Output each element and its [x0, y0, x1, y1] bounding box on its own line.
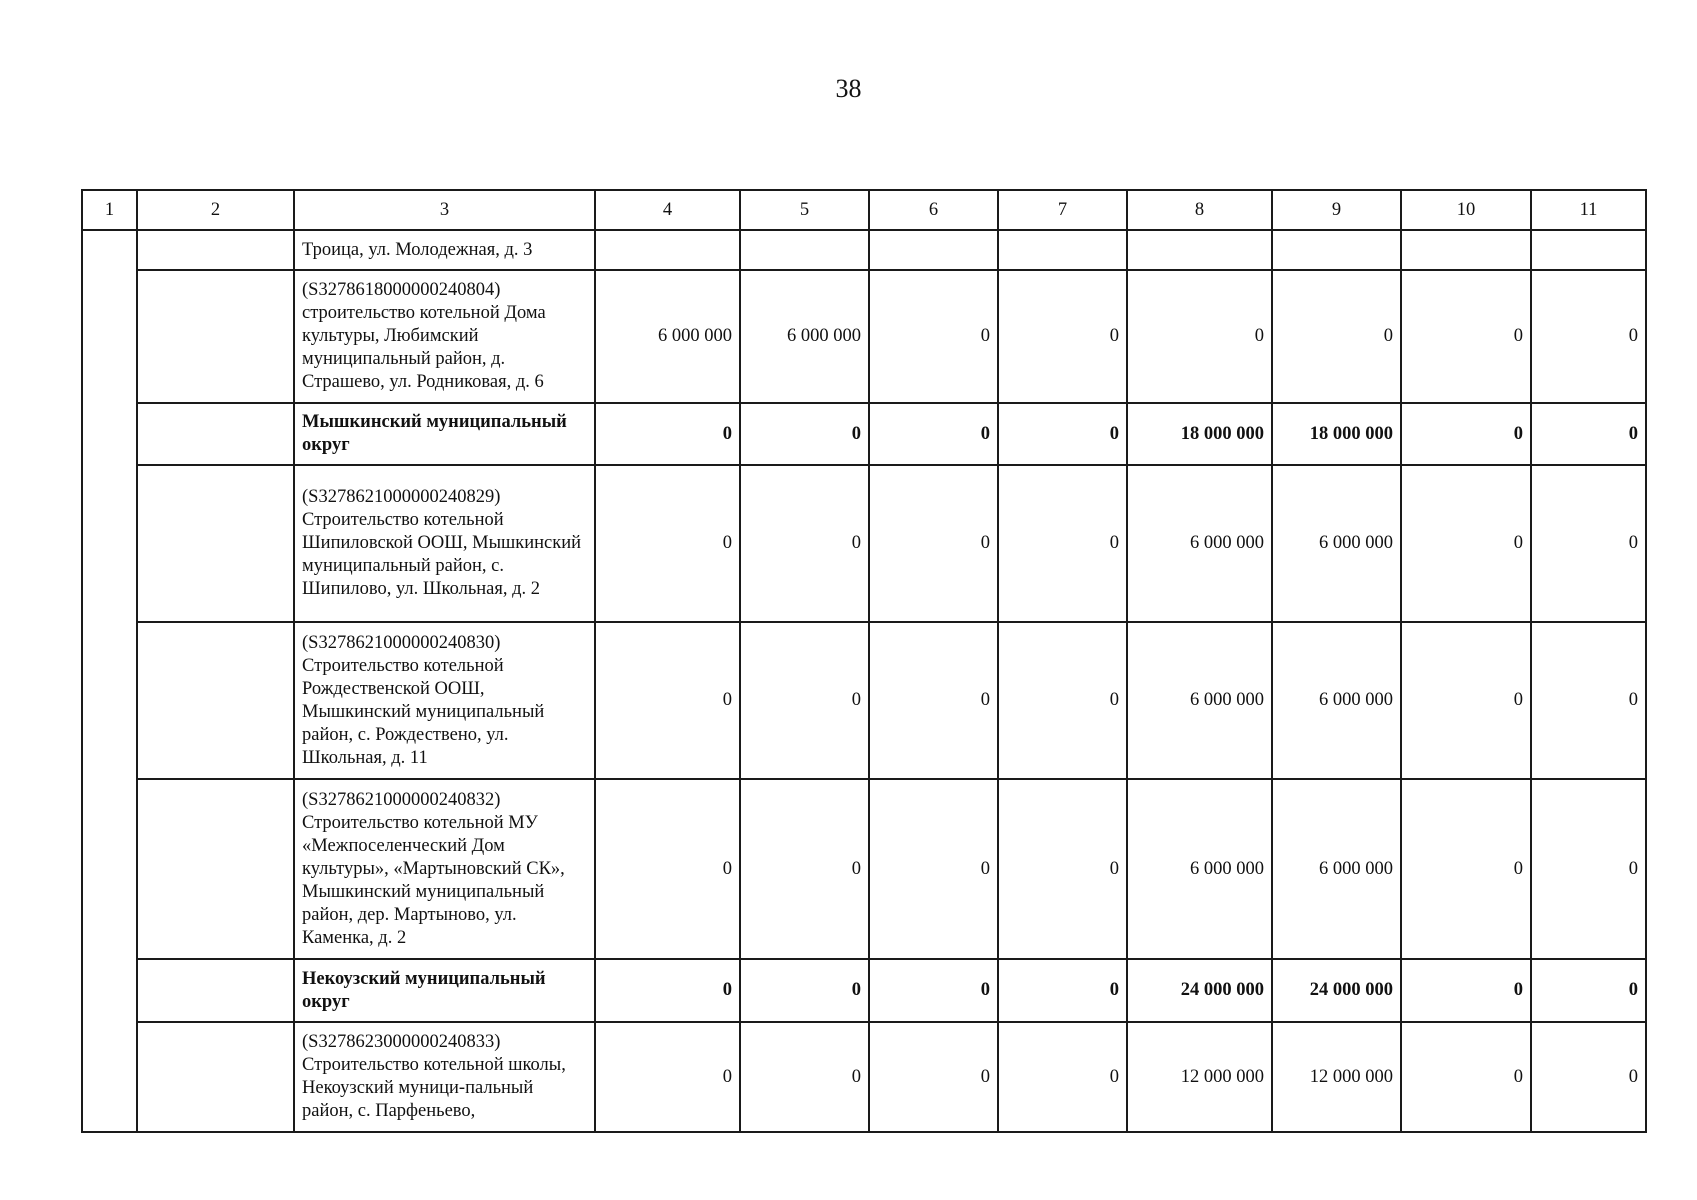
code-cell [137, 230, 294, 270]
value-cell: 0 [740, 779, 869, 959]
column-header: 2 [137, 190, 294, 230]
value-cell: 0 [1127, 270, 1272, 403]
value-cell: 0 [1401, 1022, 1531, 1132]
value-cell: 0 [1401, 465, 1531, 622]
value-cell [869, 230, 998, 270]
value-cell: 12 000 000 [1272, 1022, 1401, 1132]
value-cell: 0 [1531, 959, 1646, 1022]
value-cell: 0 [595, 403, 740, 465]
value-cell: 0 [1401, 779, 1531, 959]
value-cell: 0 [1531, 403, 1646, 465]
value-cell [1127, 230, 1272, 270]
header-row [82, 190, 1646, 230]
value-cell: 0 [869, 622, 998, 779]
code-cell [137, 465, 294, 622]
table-row [82, 622, 1646, 779]
value-cell: 0 [595, 465, 740, 622]
value-cell: 6 000 000 [1272, 622, 1401, 779]
table-row-subtotal [82, 403, 1646, 465]
value-cell [1272, 230, 1401, 270]
table-row [82, 779, 1646, 959]
value-cell: 0 [1401, 622, 1531, 779]
column-header: 8 [1127, 190, 1272, 230]
value-cell: 6 000 000 [1127, 622, 1272, 779]
column-header: 4 [595, 190, 740, 230]
column-header: 7 [998, 190, 1127, 230]
value-cell: 0 [740, 465, 869, 622]
value-cell: 0 [869, 1022, 998, 1132]
value-cell: 0 [869, 270, 998, 403]
value-cell: 0 [740, 403, 869, 465]
value-cell [595, 230, 740, 270]
code-cell [137, 403, 294, 465]
column-header: 10 [1401, 190, 1531, 230]
row-name: (S3278621000000240832) Строительство котельной МУ «Межпоселенческий Дом культуры», «Мартыновский СК», Мышкинский муниципальный район, дер. Мартыново, ул. Каменка, д. 2 [294, 779, 595, 959]
value-cell: 0 [595, 622, 740, 779]
row-name: Некоузский муниципальный округ [294, 959, 595, 1022]
value-cell: 0 [998, 622, 1127, 779]
value-cell: 0 [740, 1022, 869, 1132]
row-name: Мышкинский муниципальный округ [294, 403, 595, 465]
value-cell: 6 000 000 [1127, 779, 1272, 959]
row-name: (S3278623000000240833) Строительство котельной школы, Некоузский муници-пальный район, с. Парфеньево, [294, 1022, 595, 1132]
code-cell [137, 959, 294, 1022]
value-cell: 0 [998, 465, 1127, 622]
value-cell [740, 230, 869, 270]
value-cell: 0 [1401, 403, 1531, 465]
value-cell: 0 [1531, 622, 1646, 779]
table-row [82, 1022, 1646, 1132]
code-cell [137, 622, 294, 779]
value-cell: 0 [740, 959, 869, 1022]
value-cell: 0 [998, 403, 1127, 465]
value-cell: 0 [1401, 270, 1531, 403]
row-name: (S3278621000000240830) Строительство котельной Рождественской ООШ, Мышкинский муниципальный район, с. Рождествено, ул. Школьная, д. 11 [294, 622, 595, 779]
column-header: 1 [82, 190, 137, 230]
value-cell: 0 [998, 270, 1127, 403]
value-cell: 0 [869, 959, 998, 1022]
index-cell [82, 230, 137, 1132]
value-cell: 6 000 000 [1127, 465, 1272, 622]
value-cell: 0 [1531, 779, 1646, 959]
value-cell: 6 000 000 [740, 270, 869, 403]
value-cell: 0 [740, 622, 869, 779]
table-row [82, 465, 1646, 622]
value-cell: 0 [1401, 959, 1531, 1022]
value-cell: 18 000 000 [1272, 403, 1401, 465]
value-cell: 18 000 000 [1127, 403, 1272, 465]
value-cell [1531, 230, 1646, 270]
value-cell: 0 [869, 779, 998, 959]
value-cell: 6 000 000 [595, 270, 740, 403]
value-cell: 0 [869, 403, 998, 465]
value-cell: 6 000 000 [1272, 779, 1401, 959]
code-cell [137, 270, 294, 403]
code-cell [137, 779, 294, 959]
value-cell: 0 [595, 779, 740, 959]
value-cell: 0 [869, 465, 998, 622]
budget-table [81, 189, 1647, 1133]
table-row [82, 230, 1646, 270]
value-cell: 0 [998, 779, 1127, 959]
row-name: (S3278621000000240829) Строительство котельной Шипиловской ООШ, Мышкинский муниципальный район, с. Шипилово, ул. Школьная, д. 2 [294, 465, 595, 622]
row-name: Троица, ул. Молодежная, д. 3 [294, 230, 595, 270]
value-cell: 0 [595, 959, 740, 1022]
value-cell: 0 [998, 959, 1127, 1022]
value-cell [1401, 230, 1531, 270]
row-name: (S3278618000000240804) строительство котельной Дома культуры, Любимский муниципальный район, д. Страшево, ул. Родниковая, д. 6 [294, 270, 595, 403]
value-cell: 0 [1531, 270, 1646, 403]
column-header: 11 [1531, 190, 1646, 230]
value-cell: 12 000 000 [1127, 1022, 1272, 1132]
column-header: 5 [740, 190, 869, 230]
code-cell [137, 1022, 294, 1132]
page-number: 38 [835, 74, 862, 103]
value-cell: 0 [1531, 465, 1646, 622]
value-cell: 0 [998, 1022, 1127, 1132]
table-row [82, 270, 1646, 403]
value-cell: 6 000 000 [1272, 465, 1401, 622]
column-header: 3 [294, 190, 595, 230]
value-cell: 0 [1531, 1022, 1646, 1132]
column-header: 6 [869, 190, 998, 230]
value-cell: 24 000 000 [1127, 959, 1272, 1022]
table-row-subtotal [82, 959, 1646, 1022]
value-cell: 24 000 000 [1272, 959, 1401, 1022]
column-header: 9 [1272, 190, 1401, 230]
value-cell: 0 [595, 1022, 740, 1132]
value-cell [998, 230, 1127, 270]
value-cell: 0 [1272, 270, 1401, 403]
